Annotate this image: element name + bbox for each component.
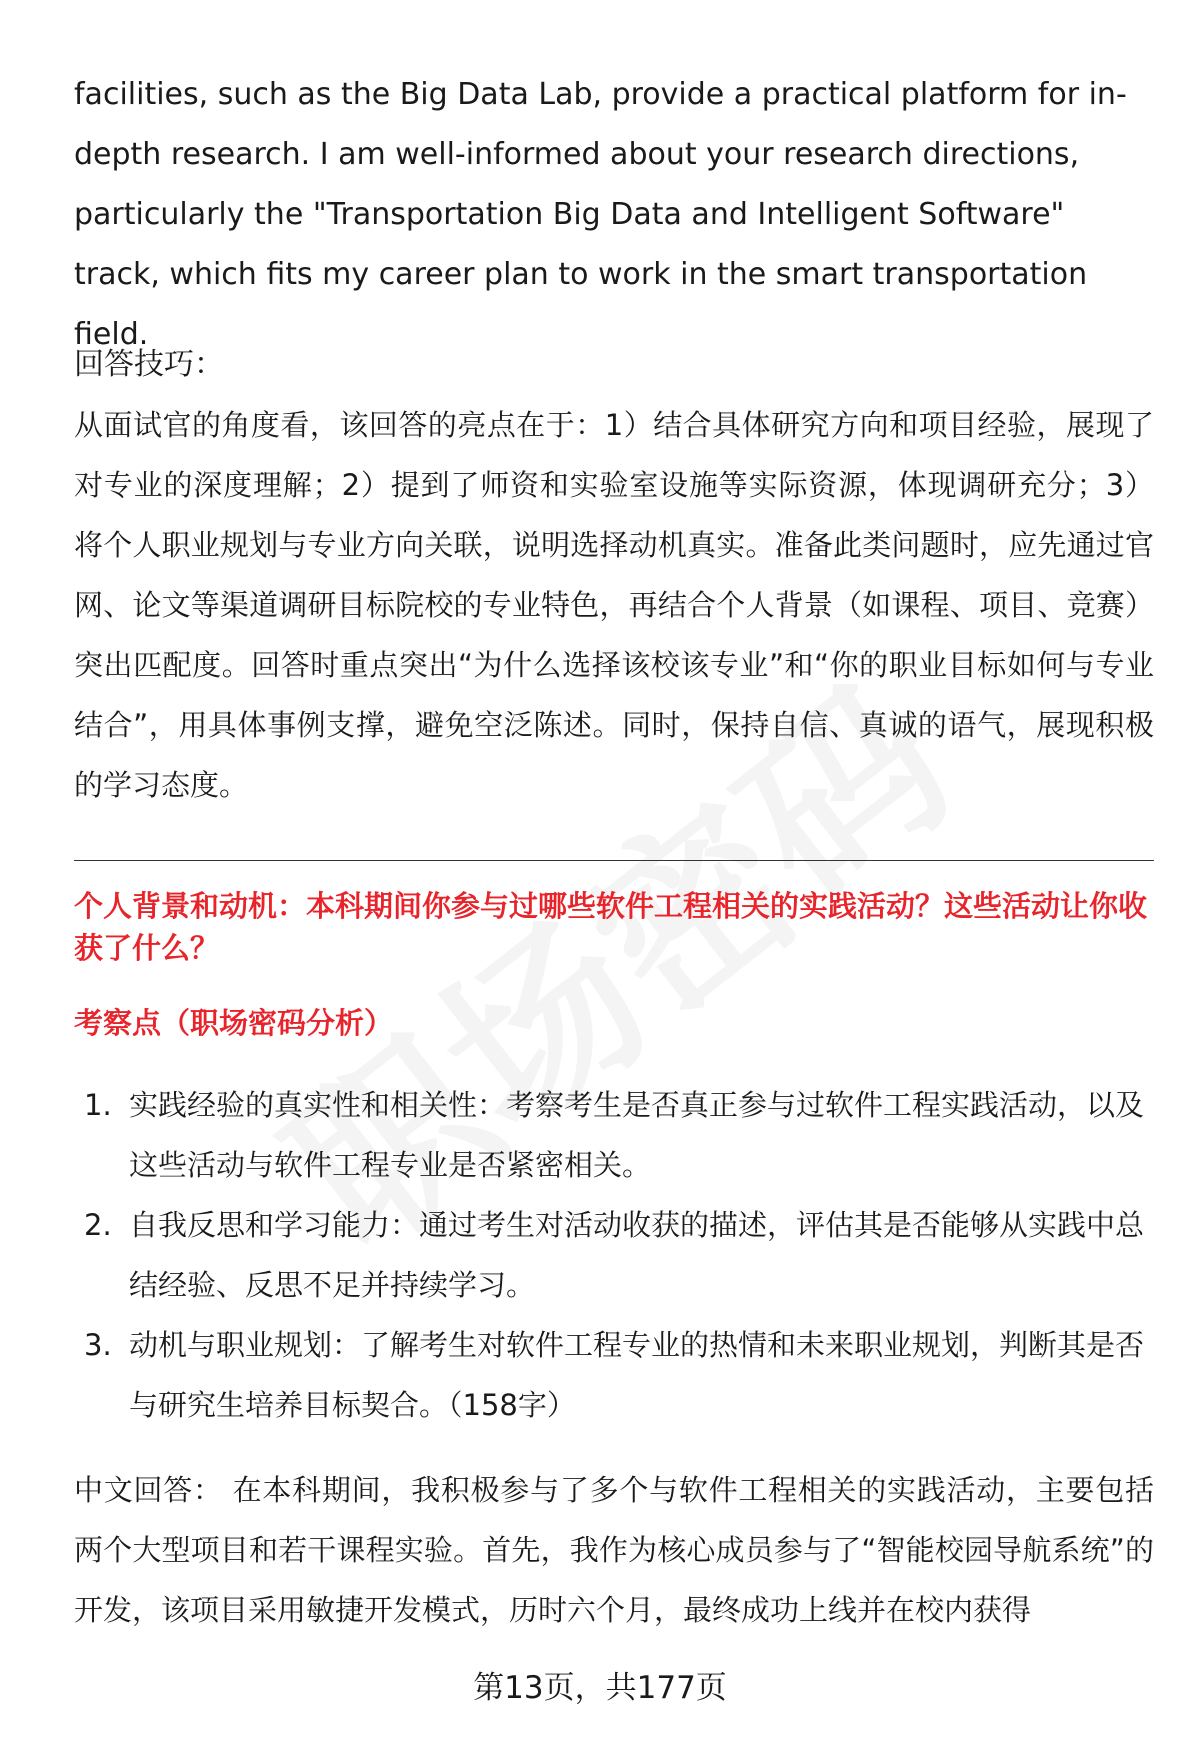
section-divider (74, 860, 1154, 861)
list-item (74, 1075, 1154, 1195)
tips-title: 回答技巧： (74, 347, 224, 382)
points-list (74, 1075, 1154, 1435)
english-paragraph: facilities, such as the Big Data Lab, provide a practical platform for in-depth research. I am well-informed about your research directions, particularly the "Transportation Big Data and Intelligent Software" track, which fits my career plan to work in the smart transportation field. (74, 77, 1127, 352)
list-item-text: 实践经验的真实性和相关性：考察考生是否真正参与过软件工程实践活动，以及这些活动与软件工程专业是否紧密相关。 (129, 1088, 1145, 1182)
tips-body: 从面试官的角度看，该回答的亮点在于：1）结合具体研究方向和项目经验，展现了对专业的深度理解；2）提到了师资和实验室设施等实际资源，体现调研充分；3）将个人职业规划与专业方向关联，说明选择动机真实。准备此类问题时，应先通过官网、论文等渠道调研目标院校的专业特色，再结合个人背景（如课程、项目、竞赛）突出匹配度。回答时重点突出“为什么选择该校该专业”和“你的职业目标如何与专业结合”，用具体事例支撑，避免空泛陈述。同时，保持自信、真诚的语气，展现积极的学习态度。 (74, 408, 1154, 802)
list-item (74, 1315, 1154, 1435)
list-item-text: 自我反思和学习能力：通过考生对活动收获的描述，评估其是否能够从实践中总结经验、反思不足并持续学习。 (129, 1208, 1145, 1302)
page-number: 第13页，共177页 (473, 1670, 727, 1706)
chinese-answer: 中文回答： 在本科期间，我积极参与了多个与软件工程相关的实践活动，主要包括两个大型项目和若干课程实验。首先，我作为核心成员参与了“智能校园导航系统”的开发，该项目采用敏捷开发模式，历时六个月，最终成功上线并在校内获得 (74, 1473, 1154, 1627)
list-item-number: 2. (84, 1208, 112, 1242)
list-item-number: 1. (84, 1088, 112, 1122)
question-heading: 个人背景和动机：本科期间你参与过哪些软件工程相关的实践活动？这些活动让你收获了什么？ (74, 889, 1148, 965)
points-title: 考察点（职场密码分析） (74, 1006, 394, 1040)
list-item-text: 动机与职业规划：了解考生对软件工程专业的热情和未来职业规划，判断其是否与研究生培养目标契合。（158字） (129, 1328, 1145, 1422)
list-item-number: 3. (84, 1328, 112, 1362)
list-item (74, 1195, 1154, 1315)
